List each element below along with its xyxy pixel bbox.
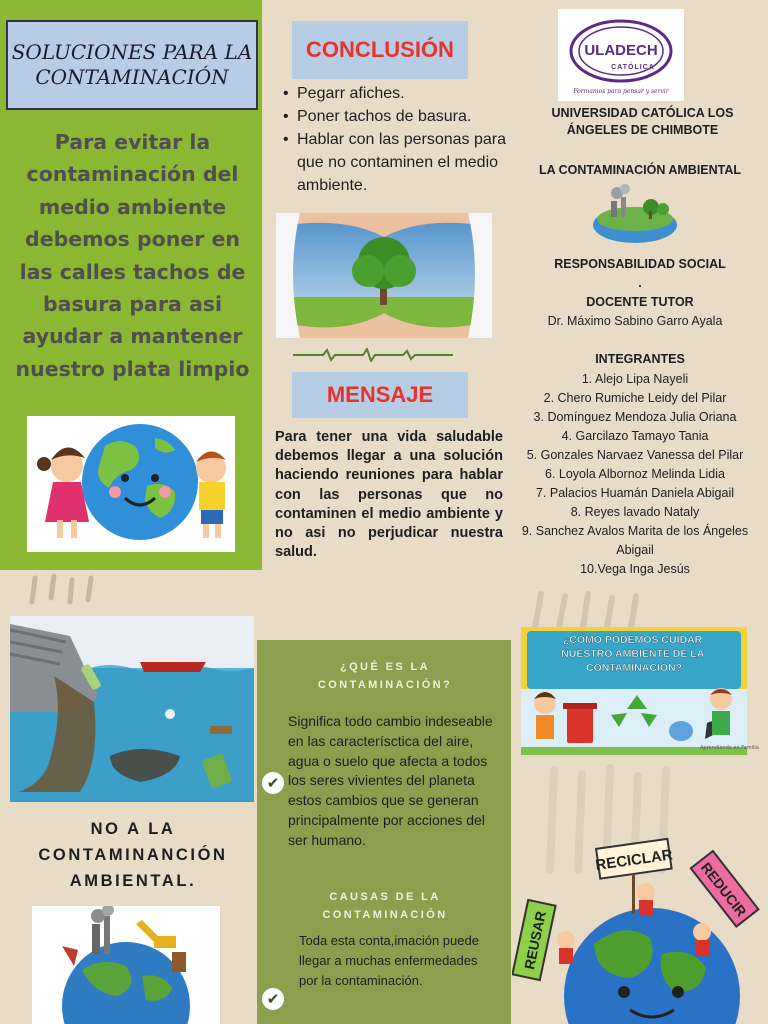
svg-text:¿CÓMO PODEMOS CUIDAR NUE: ¿CÓMO PODEMOS CUIDAR NUESTRO AMBIENTE DE LA CONTAMINACIÓN? bbox=[561, 634, 704, 674]
separator-dot: . bbox=[638, 276, 642, 290]
reducir-sign: REDUCIR bbox=[697, 859, 750, 920]
check-icon: ✔ bbox=[262, 988, 284, 1010]
ocean-pollution-image bbox=[10, 616, 254, 802]
mensaje-text: Para tener una vida saludable debemos llegar a una solución haciendo reuniones para hablar con las personas que no contaminen el medio ambiente y no asi no perjudicar nuestra salud. bbox=[275, 429, 503, 561]
uladech-logo bbox=[558, 9, 684, 101]
member-item: 9. Sanchez Avalos Marita de los Ángeles Abigail bbox=[521, 524, 749, 557]
check-icon: ✔ bbox=[262, 772, 284, 794]
logo-tagline: Formamos para pensar y servir bbox=[573, 88, 669, 95]
logo-wordmark: ULADECH bbox=[584, 42, 658, 59]
conclusion-heading: CONCLUSIÓN bbox=[306, 37, 454, 62]
mensaje-heading: MENSAJE bbox=[326, 382, 434, 407]
members-list bbox=[505, 370, 765, 579]
conclusion-item: • Pegarr afiches. bbox=[283, 82, 508, 105]
conclusion-item: • Poner tachos de basura. bbox=[283, 105, 508, 128]
course-name: RESPONSABILIDAD SOCIAL bbox=[554, 257, 726, 271]
brush-lines-decoration-right bbox=[515, 590, 675, 630]
member-item: 10.Vega Inga Jesús bbox=[580, 562, 690, 576]
care-environment-poster bbox=[521, 627, 747, 755]
conclusion-item: • Hablar con las personas para que no contaminen el medio ambiente. bbox=[283, 128, 508, 197]
brochure-title-box bbox=[6, 20, 258, 110]
conclusion-heading-tag bbox=[292, 21, 468, 79]
earth-pollution-image bbox=[587, 183, 683, 245]
member-item: 5. Gonzales Narvaez Vanessa del Pilar bbox=[526, 448, 744, 462]
hands-tree-image bbox=[276, 213, 492, 338]
kids-hugging-earth-image bbox=[27, 416, 235, 552]
tutor-label: DOCENTE TUTOR bbox=[586, 295, 694, 309]
member-item: 8. Reyes lavado Nataly bbox=[570, 505, 700, 519]
members-label: INTEGRANTES bbox=[595, 352, 685, 366]
tutor-name: Dr. Máximo Sabino Garro Ayala bbox=[547, 314, 723, 328]
university-name: UNIVERSIDAD CATÓLICA LOS ÁNGELES DE CHIMBOTE bbox=[551, 106, 734, 137]
reusar-sign: REUSAR bbox=[521, 909, 549, 971]
member-item: 3. Domínguez Mendoza Julia Oriana bbox=[533, 410, 737, 424]
brush-lines-decoration bbox=[10, 572, 120, 608]
what-is-text: Significa todo cambio indeseable en las caracterísctica del aire, agua o suelo que afecta a todos los seres vivientes del planeta estos cambios que se generan principalmente por acciones del ser humano. bbox=[288, 713, 493, 848]
member-item: 7. Palacios Huamán Daniela Abigail bbox=[535, 486, 735, 500]
mensaje-heading-tag bbox=[292, 372, 468, 418]
polluted-globe-image bbox=[32, 906, 220, 1024]
poster-credit: Aprendiendo en Familia bbox=[700, 745, 759, 751]
reusar-reciclar-reducir-image bbox=[512, 836, 768, 1024]
reciclar-sign: RECICLAR bbox=[594, 846, 674, 875]
logo-subtitle: CATÓLICA bbox=[611, 64, 655, 71]
slogan-text: NO A LA CONTAMINANCIÓN AMBIENTAL. bbox=[38, 820, 228, 890]
member-item: 2. Chero Rumiche Leidy del Pilar bbox=[543, 391, 727, 405]
causes-title: CAUSAS DE LA CONTAMINACIÓN bbox=[322, 891, 448, 921]
member-item: 6. Loyola Albornoz Melinda Lidia bbox=[545, 467, 725, 481]
causes-text: Toda esta conta,imación puede llegar a muchas enfermedades por la contaminación. bbox=[299, 933, 479, 988]
conclusion-list bbox=[283, 82, 508, 197]
heartbeat-divider bbox=[293, 348, 453, 362]
brochure-title: SOLUCIONES PARA LA CONTAMINACIÓN bbox=[11, 40, 253, 89]
topic-title: LA CONTAMINACIÓN AMBIENTAL bbox=[538, 163, 742, 177]
left-panel-text: Para evitar la contaminación del medio ambiente debemos poner en las calles tachos de basura para asi ayudar a mantener nuestro plata limpio bbox=[15, 130, 250, 381]
member-item: 4. Garcilazo Tamayo Tania bbox=[561, 429, 709, 443]
member-item: 1. Alejo Lipa Nayeli bbox=[581, 372, 689, 386]
what-is-title: ¿QUÉ ES LA CONTAMINACIÓN? bbox=[317, 661, 453, 691]
